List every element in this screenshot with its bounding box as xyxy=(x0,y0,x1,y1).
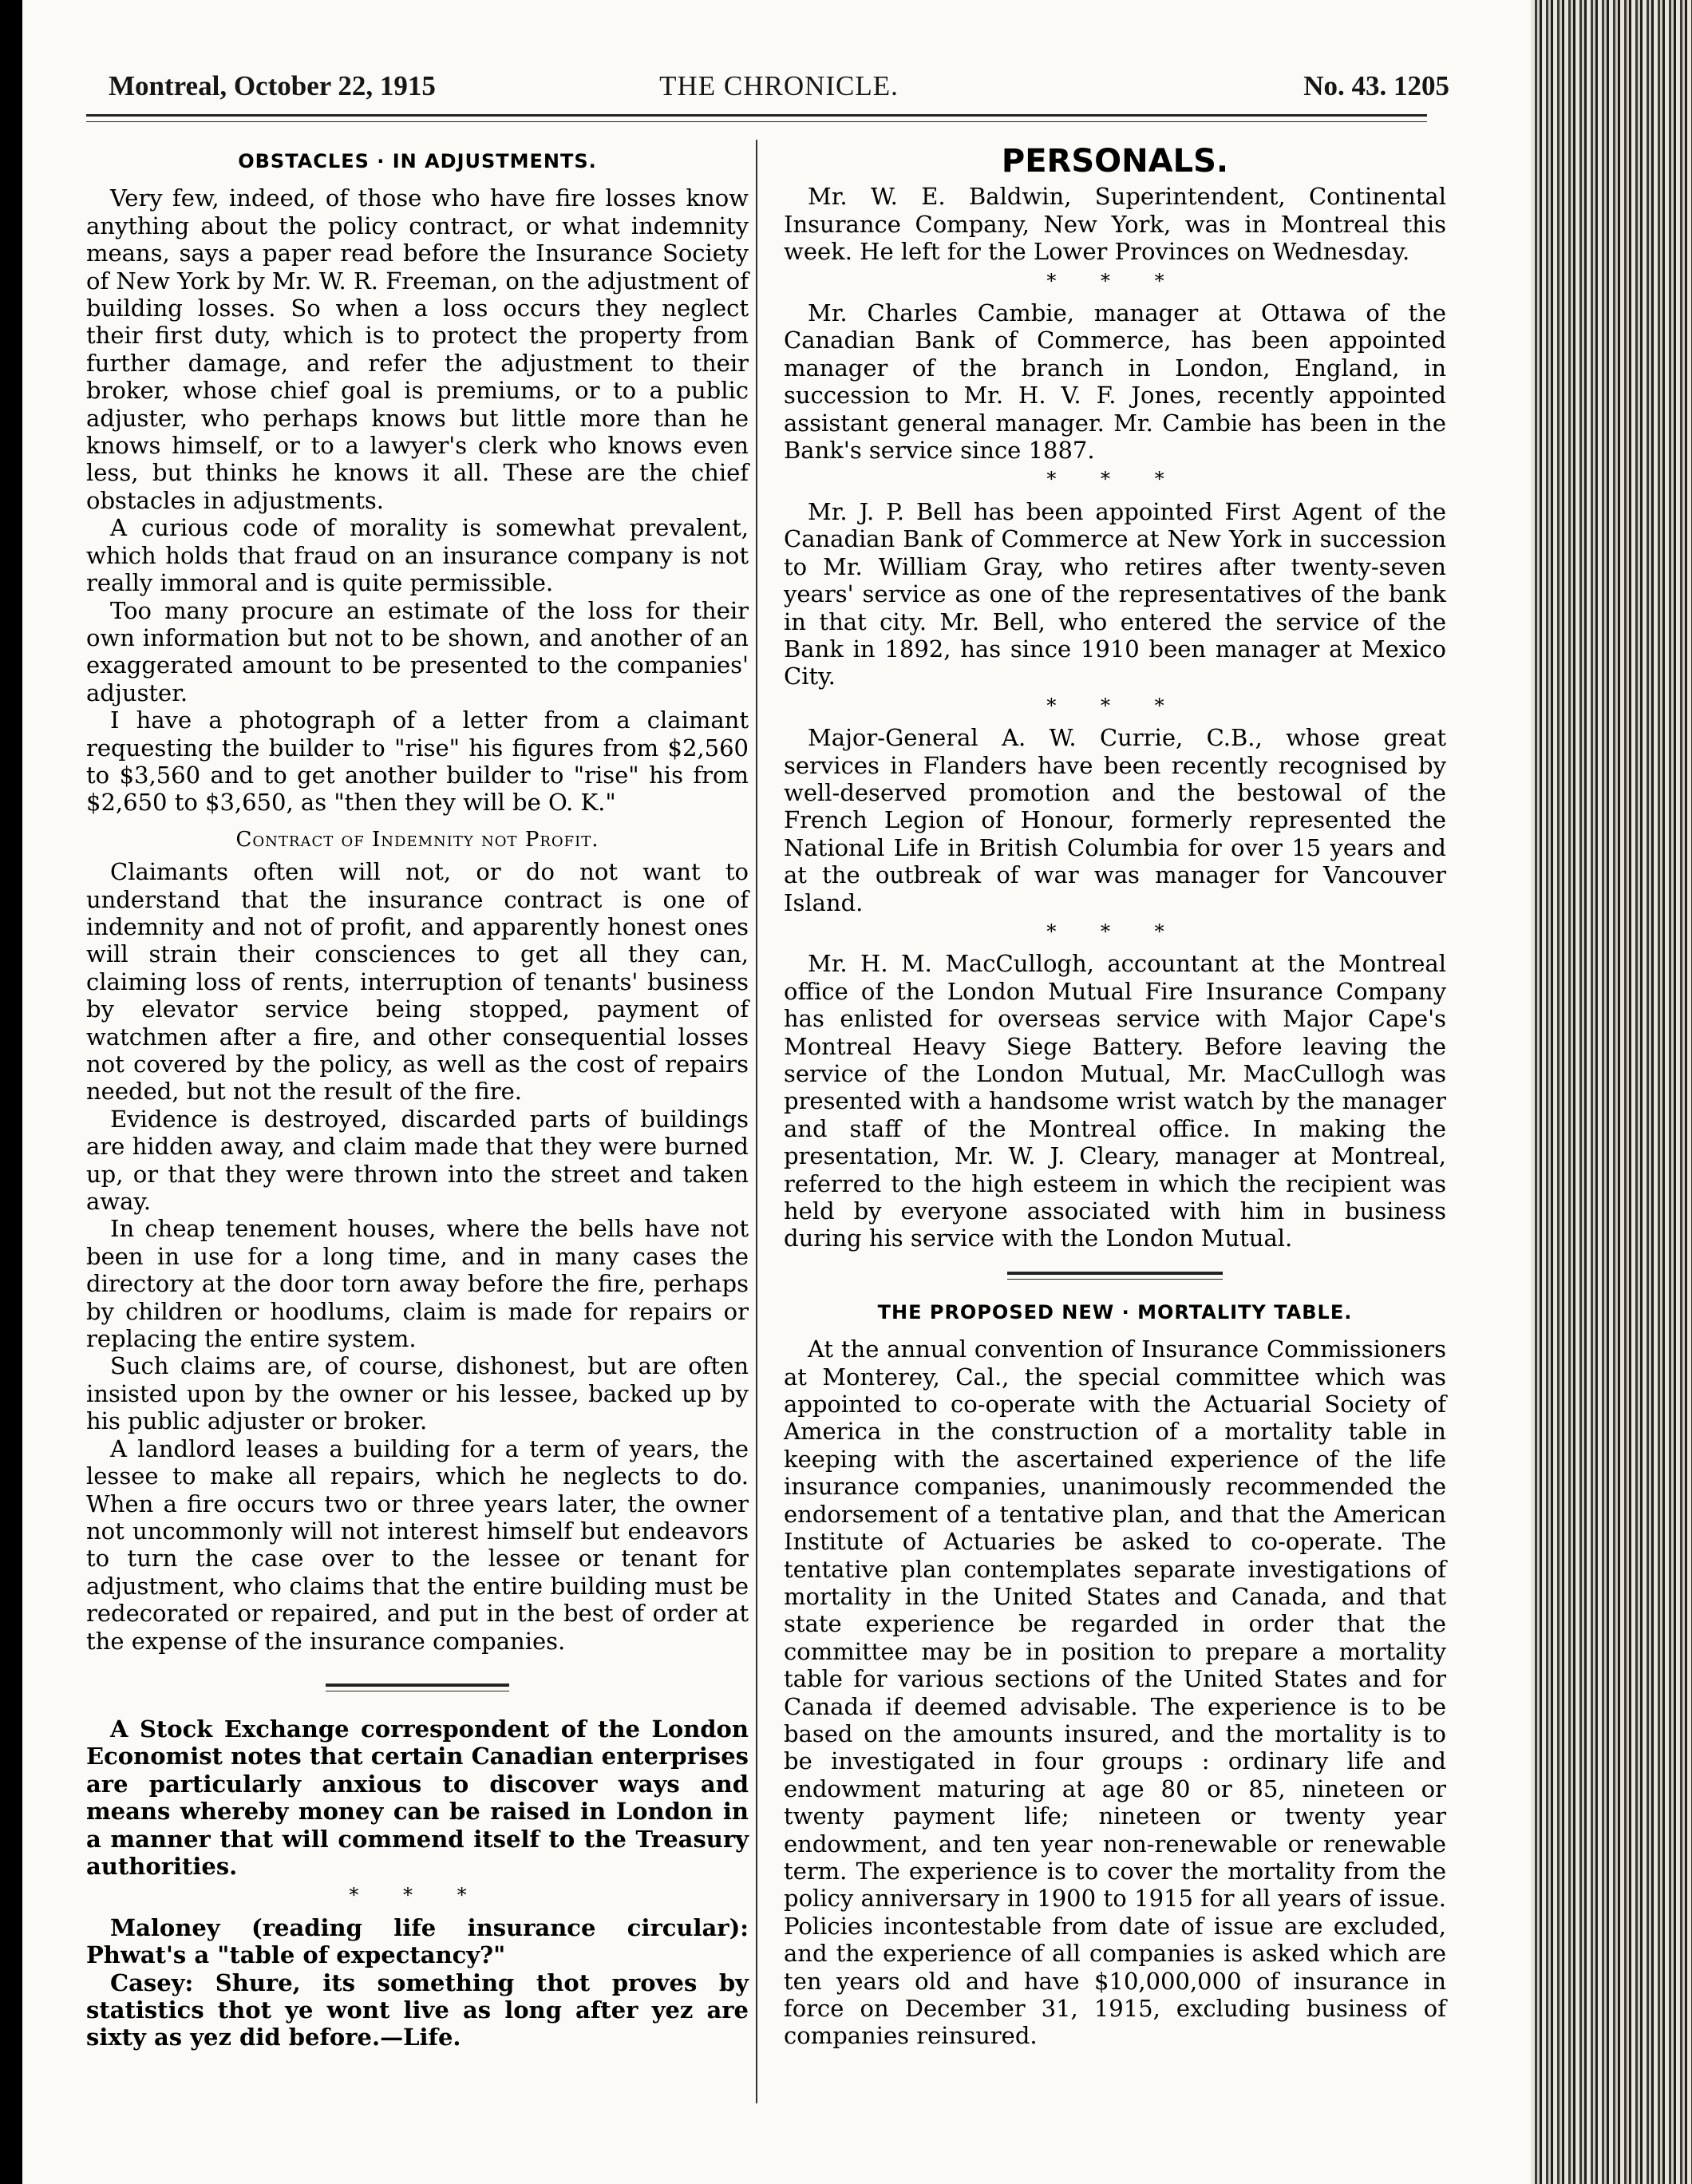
paragraph: A Stock Exchange correspondent of the London Economist notes that certain Canadian enterprises are particularly anxious to discover ways and means whereby money can be raised in London in a manner that will commend itself to the Treasury authorities. xyxy=(86,1715,749,1880)
article-title-obstacles: OBSTACLES · IN ADJUSTMENTS. xyxy=(238,150,597,172)
right-column xyxy=(784,143,1446,2050)
paragraph: Claimants often will not, or do not want to understand that the insurance contract is one of indemnity and not of profit, and apparently honest ones will strain their consciences to get all they can, claiming loss of rents, interruption of tenants' business by elevator service being stopped, payment of watchmen after a fire, and other consequential losses not covered by the policy, as well as the cost of repairs needed, but not the result of the fire. xyxy=(86,858,749,1106)
page-edge xyxy=(1531,0,1692,2184)
subheading: Contract of Indemnity not Profit. xyxy=(235,827,599,852)
asterism: * * * xyxy=(1046,694,1184,717)
asterism: * * * xyxy=(349,1884,486,1907)
left-column xyxy=(86,148,749,2051)
paragraph: Maloney (reading life insurance circular): Phwat's a "table of expectancy?" xyxy=(86,1913,749,1969)
paragraph: Evidence is destroyed, discarded parts of buildings are hidden away, and claim made that they were burned up, or that they were thrown into the street and taken away. xyxy=(86,1105,749,1216)
asterism: * * * xyxy=(1046,920,1184,943)
article-title-mortality: THE PROPOSED NEW · MORTALITY TABLE. xyxy=(877,1300,1353,1323)
paragraph: I have a photograph of a letter from a claimant requesting the builder to "rise" his figures from $2,560 to $3,560 and to get another builder to "rise" his from $2,650 to $3,650, as "then they will be O. K." xyxy=(86,706,749,817)
paragraph: In cheap tenement houses, where the bells have not been in use for a long time, and in many cases the directory at the door torn away before the fire, perhaps by children or hoodlums, claim is made for repairs or replacing the entire system. xyxy=(86,1215,749,1353)
page-header xyxy=(109,70,1449,110)
header-masthead: THE CHRONICLE. xyxy=(659,70,899,101)
asterism: * * * xyxy=(1046,468,1184,491)
paragraph: Major-General A. W. Currie, C.B., whose great services in Flanders have been recently recognised by well-deserved promotion and the bestowal of the French Legion of Honour, formerly represented the National Life in British Columbia for over 15 years and at the outbreak of war was manager for Vancouver Island. xyxy=(784,724,1446,916)
asterism: * * * xyxy=(1046,269,1184,292)
paragraph: Mr. H. M. MacCullogh, accountant at the Montreal office of the London Mutual Fire Insurance Company has enlisted for overseas service with Major Cape's Montreal Heavy Siege Battery. Before leaving the service of the London Mutual, Mr. MacCullogh was presented with a handsome wrist watch by the manager and staff of the Montreal office. In making the presentation, Mr. W. J. Cleary, manager at Montreal, referred to the high esteem in which the recipient was held by everyone associated with him in business during his service with the London Mutual. xyxy=(784,950,1446,1252)
paragraph: Too many procure an estimate of the loss for their own information but not to be shown, and another of an exaggerated amount to be presented to the companies' adjuster. xyxy=(86,596,749,706)
header-rule-thin xyxy=(86,121,1427,122)
section-separator xyxy=(326,1684,509,1691)
paragraph: Such claims are, of course, dishonest, but are often insisted upon by the owner or his lessee, backed up by his public adjuster or broker. xyxy=(86,1352,749,1435)
article-title-personals: PERSONALS. xyxy=(1001,143,1229,180)
paragraph: Casey: Shure, its something thot proves by statistics thot ye wont live as long after yez are sixty as yez did before.—Life. xyxy=(86,1968,749,2051)
paragraph: A landlord leases a building for a term of years, the lessee to make all repairs, which he neglects to do. When a fire occurs two or three years later, the owner not uncommonly will not interest himself but endeavors to turn the case over to the lessee or tenant for adjustment, who claims that the entire building must be redecorated or repaired, and put in the best of order at the expense of the insurance companies. xyxy=(86,1434,749,1655)
header-dateline: Montreal, October 22, 1915 xyxy=(109,70,436,101)
header-issue-page: No. 43. 1205 xyxy=(1303,70,1449,101)
section-separator xyxy=(1007,1272,1223,1280)
paragraph: At the annual convention of Insurance Commissioners at Monterey, Cal., the special committee which was appointed to co-operate with the Actuarial Society of America in the construction of a mortality table in keeping with the ascertained experience of the life insurance companies, unanimously recommended the endorsement of a tentative plan, and that the American Institute of Actuaries be asked to co-operate. The tentative plan contemplates separate investigations of mortality in the United States and Canada, and that state experience be regarded in order that the committee may be in position to prepare a mortality table for various sections of the United States and for Canada if deemed advisable. The experience is to be based on the amounts insured, and the mortality is to be investigated in four groups : ordinary life and endowment maturing at age 80 or 85, nineteen or twenty payment life; nineteen or twenty year endowment, and ten year non-renewable or renewable term. The experience is to cover the mortality from the policy anniversary in 1900 to 1915 for all years of issue. Policies incontestable from date of issue are excluded, and the experience of all companies is asked which are ten years old and have $10,000,000 of insurance in force on December 31, 1915, excluding business of companies reinsured. xyxy=(784,1335,1446,2050)
paragraph: A curious code of morality is somewhat prevalent, which holds that fraud on an insurance company is not really immoral and is quite permissible. xyxy=(86,514,749,597)
paragraph: Very few, indeed, of those who have fire losses know anything about the policy contract, or what indemnity means, says a paper read before the Insurance Society of New York by Mr. W. R. Freeman, on the adjustment of building losses. So when a loss occurs they neglect their first duty, which is to protect the property from further damage, and refer the adjustment to their broker, whose chief goal is premiums, or to a public adjuster, who perhaps knows but little more than he knows himself, or to a lawyer's clerk who knows even less, but thinks he knows it all. These are the chief obstacles in adjustments. xyxy=(86,184,749,514)
column-divider xyxy=(756,140,757,2103)
paragraph: Mr. J. P. Bell has been appointed First Agent of the Canadian Bank of Commerce at New York in succession to Mr. William Gray, who retires after twenty-seven years' service as one of the representatives of the bank in that city. Mr. Bell, who entered the service of the Bank in 1892, has since 1910 been manager at Mexico City. xyxy=(784,497,1446,690)
header-rule xyxy=(86,114,1427,117)
paragraph: Mr. W. E. Baldwin, Superintendent, Continental Insurance Company, New York, was in Montreal this week. He left for the Lower Provinces on Wednesday. xyxy=(784,183,1446,266)
paragraph: Mr. Charles Cambie, manager at Ottawa of the Canadian Bank of Commerce, has been appointed manager of the branch in London, England, in succession to Mr. H. V. F. Jones, recently appointed assistant general manager. Mr. Cambie has been in the Bank's service since 1887. xyxy=(784,299,1446,465)
